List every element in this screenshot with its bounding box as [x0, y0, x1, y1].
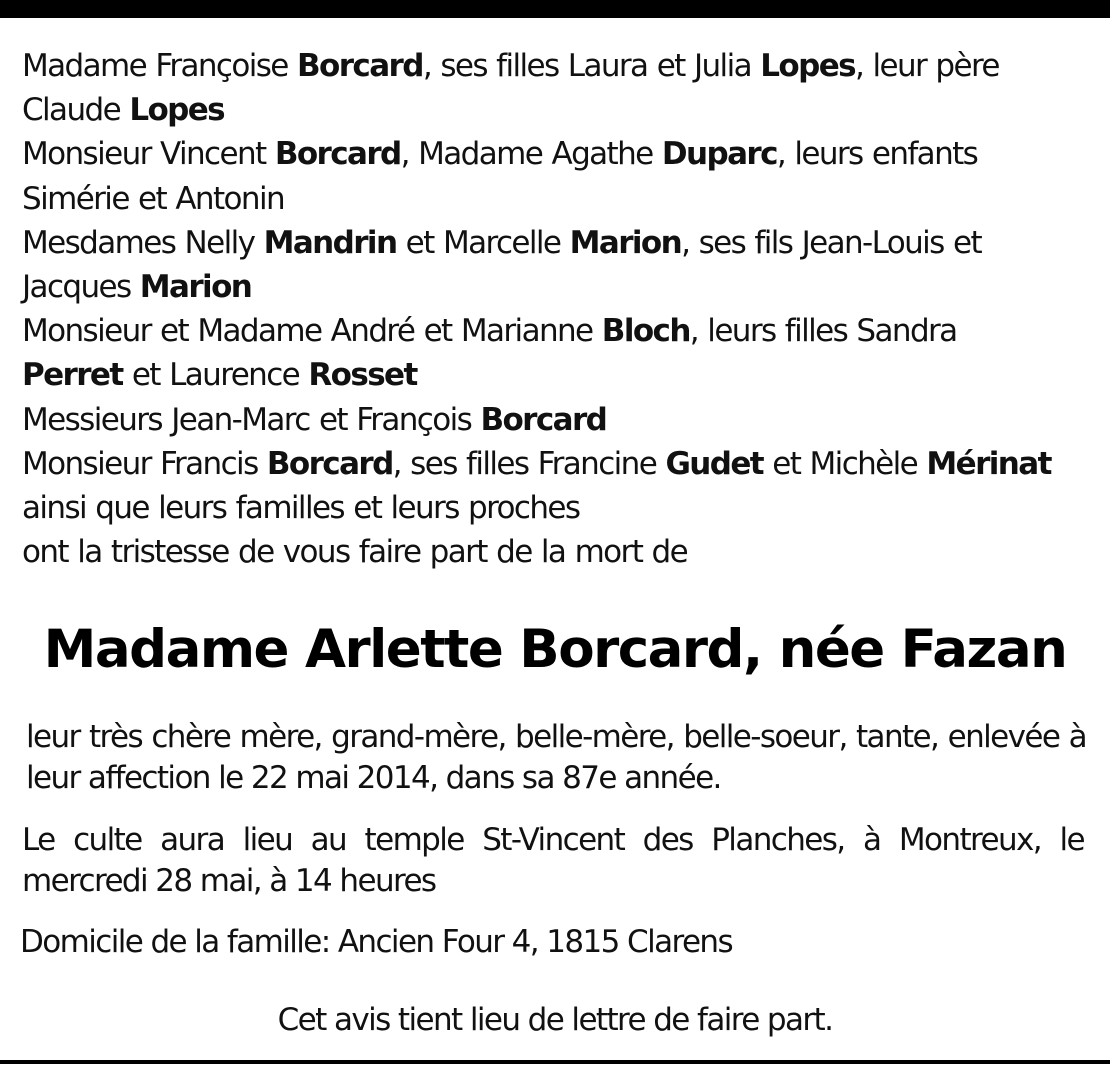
- surname-text: Bloch: [601, 313, 690, 350]
- surname-text: Mandrin: [263, 224, 397, 261]
- family-line: [22, 221, 1102, 265]
- family-text: , ses filles Laura et Julia: [422, 48, 761, 84]
- surname-text: Borcard: [480, 401, 607, 438]
- family-text: Jacques: [22, 269, 140, 306]
- surname-text: Lopes: [129, 92, 225, 129]
- closing-notice-line: Cet avis tient lieu de lettre de faire part.: [277, 1002, 833, 1038]
- family-text: , ses fils Jean-Louis et: [681, 224, 982, 261]
- family-text: Simérie et Antonin: [22, 180, 285, 217]
- family-line: [22, 398, 1102, 442]
- family-text: , leur père: [854, 48, 999, 84]
- family-text: Monsieur et Madame André et Marianne: [22, 313, 602, 350]
- family-text: ainsi que leurs familles et leurs proches: [22, 490, 580, 527]
- deceased-name-heading: Madame Arlette Borcard, née Fazan: [43, 619, 1067, 680]
- family-domicile-line: Domicile de la famille: Ancien Four 4, 1815 Clarens: [20, 924, 733, 960]
- surname-text: Gudet: [665, 445, 763, 482]
- family-text: , leurs filles Sandra: [689, 313, 957, 350]
- family-text: Monsieur Vincent: [22, 136, 275, 173]
- family-text: Claude: [22, 92, 130, 129]
- surname-text: Marion: [139, 269, 252, 306]
- surname-text: Borcard: [274, 136, 401, 173]
- family-line: [22, 530, 1102, 574]
- family-text: et Laurence: [122, 357, 309, 394]
- family-line: [22, 265, 1102, 309]
- surname-text: Lopes: [760, 48, 855, 84]
- service-paragraph: Le culte aura lieu au temple St-Vincent des Planches, à Montreux, le mercredi 28 mai, à 14 heures: [22, 822, 1084, 899]
- family-text: Madame Françoise: [22, 48, 298, 84]
- surname-text: Borcard: [297, 48, 423, 84]
- family-text: Monsieur Francis: [22, 445, 267, 482]
- surname-text: Perret: [22, 357, 123, 394]
- family-text: Messieurs Jean-Marc et François: [22, 401, 481, 438]
- family-text: ont la tristesse de vous faire part de la mort de: [22, 534, 688, 571]
- family-line: [22, 486, 1102, 530]
- family-line: [22, 177, 1102, 221]
- family-members-list: [22, 44, 1102, 574]
- family-line: [22, 309, 1102, 353]
- family-text: , Madame Agathe: [400, 136, 662, 173]
- family-text: et Marcelle: [396, 224, 570, 261]
- family-line: [22, 353, 1102, 397]
- top-border-rule: [0, 0, 1110, 18]
- family-line: [22, 132, 1102, 176]
- relation-paragraph: leur très chère mère, grand-mère, belle-mère, belle-soeur, tante, enlevée à leur affection le 22 mai 2014, dans sa 87e année.: [26, 719, 1086, 796]
- surname-text: Borcard: [266, 445, 393, 482]
- family-text: , ses filles Francine: [392, 445, 666, 482]
- surname-text: Rosset: [308, 357, 417, 394]
- family-text: Mesdames Nelly: [22, 224, 264, 261]
- bottom-border-rule: [0, 1060, 1110, 1064]
- family-line: [22, 442, 1102, 486]
- surname-text: Mérinat: [926, 445, 1051, 482]
- family-text: , leurs enfants: [776, 136, 978, 173]
- surname-text: Marion: [569, 224, 682, 261]
- family-line: [22, 88, 1102, 132]
- family-line: [22, 44, 1102, 88]
- surname-text: Duparc: [661, 136, 777, 173]
- family-text: et Michèle: [763, 445, 927, 482]
